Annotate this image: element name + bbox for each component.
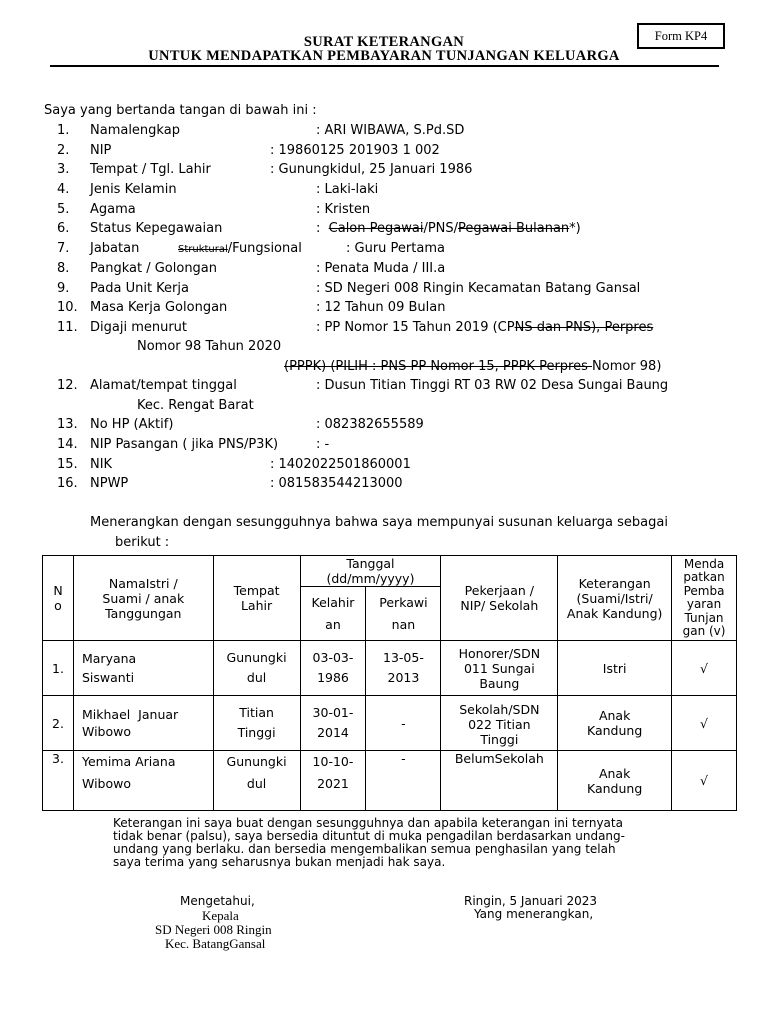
field-number: 1. xyxy=(57,123,70,138)
selected-option: /Fungsional xyxy=(227,241,302,256)
field-label: Masa Kerja Golongan xyxy=(90,300,228,315)
table-row xyxy=(43,696,737,751)
intro-text: Saya yang bertanda tangan di bawah ini : xyxy=(44,103,317,118)
field-label: NIK xyxy=(90,457,113,472)
struck-option: NS dan PNS), Perpres xyxy=(514,320,654,335)
field-number: 10. xyxy=(57,300,78,315)
row-status: Istri xyxy=(558,641,672,696)
field-value: : Gunungkidul, 25 Januari 1986 xyxy=(270,162,473,177)
row-marriage-date: 13-05- 2013 xyxy=(366,641,441,696)
header-status: Keterangan (Suami/Istri/ Anak Kandung) xyxy=(558,556,672,641)
sign-left-title: Kepala xyxy=(202,908,239,923)
field-value: : Dusun Titian Tinggi RT 03 RW 02 Desa Sungai Baung xyxy=(316,378,669,393)
closing-line: undang yang berlaku. dan bersedia mengembalikan semua penghasilan yang telah xyxy=(113,842,616,856)
field-number: 16. xyxy=(57,476,78,491)
field-number: 3. xyxy=(57,162,70,177)
field-number: 11. xyxy=(57,320,78,335)
field-value xyxy=(316,320,653,335)
field-number: 4. xyxy=(57,182,70,197)
field-label: Jenis Kelamin xyxy=(90,182,177,197)
sign-right-place-date: Ringin, 5 Januari 2023 xyxy=(464,894,597,908)
header-marriage-date: Perkawi nan xyxy=(366,587,441,641)
field-label: Status Kepegawaian xyxy=(90,221,223,236)
field-number: 15. xyxy=(57,457,78,472)
field-number: 2. xyxy=(57,143,70,158)
title-rule xyxy=(50,65,719,67)
field-label: Pangkat / Golongan xyxy=(90,261,218,276)
field-number: 13. xyxy=(57,417,78,432)
field-label: Pada Unit Kerja xyxy=(90,281,189,296)
form-code: Form KP4 xyxy=(654,29,708,43)
field-value-continued: Nomor 98 Tahun 2020 xyxy=(137,339,282,354)
selected-option: /PNS/ xyxy=(423,221,459,236)
row-birthplace: Gunungki dul xyxy=(213,641,300,696)
row-name: Yemima Ariana Wibowo xyxy=(73,751,213,811)
field-label: Tempat / Tgl. Lahir xyxy=(90,162,211,177)
row-job: BelumSekolah xyxy=(441,751,558,811)
field-value: : Guru Pertama xyxy=(346,241,445,256)
field-label: Namalengkap xyxy=(90,123,180,138)
struck-option: Struktural xyxy=(178,244,228,255)
field-value-continued: Kec. Rengat Barat xyxy=(137,398,254,413)
field-number: 7. xyxy=(57,241,70,256)
field-value xyxy=(316,221,581,236)
sign-right-title: Yang menerangkan, xyxy=(474,907,594,921)
field-value: : 081583544213000 xyxy=(270,476,403,491)
field-value: : Laki-laki xyxy=(316,182,379,197)
row-entitlement: √ xyxy=(672,751,737,811)
field-value: : 12 Tahun 09 Bulan xyxy=(316,300,446,315)
declaration-text-continued: berikut : xyxy=(115,535,170,550)
row-no: 2. xyxy=(43,696,74,751)
field-number: 8. xyxy=(57,261,70,276)
row-name: Mikhael Januar Wibowo xyxy=(73,696,213,751)
row-birth-date: 10-10- 2021 xyxy=(300,751,366,811)
doc-subtitle: UNTUK MENDAPATKAN PEMBAYARAN TUNJANGAN KELUARGA xyxy=(148,48,620,64)
row-birthplace: Titian Tinggi xyxy=(213,696,300,751)
field-number: 5. xyxy=(57,202,70,217)
header-job: Pekerjaan / NIP/ Sekolah xyxy=(441,556,558,641)
field-value: : Kristen xyxy=(316,202,371,217)
field-value: : 19860125 201903 1 002 xyxy=(270,143,440,158)
field-number: 12. xyxy=(57,378,78,393)
header-no: N o xyxy=(43,556,74,641)
row-birthplace: Gunungki dul xyxy=(213,751,300,811)
row-status: Anak Kandung xyxy=(558,696,672,751)
row-job: Honorer/SDN 011 Sungai Baung xyxy=(441,641,558,696)
field-number: 6. xyxy=(57,221,70,236)
header-name: NamaIstri / Suami / anak Tanggungan xyxy=(73,556,213,641)
sign-left-acknowledge: Mengetahui, xyxy=(180,894,255,908)
row-status: Anak Kandung xyxy=(558,751,672,811)
row-entitlement: √ xyxy=(672,641,737,696)
doc-title: SURAT KETERANGAN xyxy=(303,34,465,50)
field-value: : SD Negeri 008 Ringin Kecamatan Batang Gansal xyxy=(316,281,641,296)
field-label: NIP Pasangan ( jika PNS/P3K) xyxy=(90,437,279,452)
field-label: Agama xyxy=(90,202,136,217)
row-marriage-date: - xyxy=(366,751,441,811)
field-label: Alamat/tempat tinggal xyxy=(90,378,237,393)
field-label-options xyxy=(178,241,302,256)
family-table xyxy=(42,555,737,811)
row-birth-date: 30-01- 2014 xyxy=(300,696,366,751)
header-birthplace: Tempat Lahir xyxy=(213,556,300,641)
sign-left-school: SD Negeri 008 Ringin xyxy=(155,922,272,937)
struck-option: Calon Pegawai xyxy=(328,221,424,236)
row-job: Sekolah/SDN 022 Titian Tinggi xyxy=(441,696,558,751)
field-value-continued xyxy=(284,359,661,374)
field-label: No HP (Aktif) xyxy=(90,417,174,432)
field-label: Digaji menurut xyxy=(90,320,188,335)
salary-basis-tail: Nomor 98) xyxy=(592,359,662,374)
header-birth-date: Kelahir an xyxy=(300,587,366,641)
table-row xyxy=(43,751,737,811)
field-value: : 082382655589 xyxy=(316,417,424,432)
field-number: 9. xyxy=(57,281,70,296)
declaration-text: Menerangkan dengan sesungguhnya bahwa saya mempunyai susunan keluarga sebagai xyxy=(90,515,668,530)
field-value: : Penata Muda / III.a xyxy=(316,261,446,276)
row-no: 3. xyxy=(43,751,74,811)
table-row xyxy=(43,641,737,696)
salary-basis: : PP Nomor 15 Tahun 2019 (CP xyxy=(316,320,515,335)
closing-line: tidak benar (palsu), saya bersedia dituntut di muka pengadilan berdasarkan undang- xyxy=(113,829,625,843)
field-label: NIP xyxy=(90,143,112,158)
field-label: Jabatan xyxy=(90,241,140,256)
row-no: 1. xyxy=(43,641,74,696)
field-value: : ARI WIBAWA, S.Pd.SD xyxy=(316,123,465,138)
closing-line: saya terima yang seharusnya bukan menjadi hak saya. xyxy=(113,855,446,869)
row-birth-date: 03-03- 1986 xyxy=(300,641,366,696)
struck-option: Pegawai Bulanan xyxy=(458,221,570,236)
row-name: Maryana Siswanti xyxy=(73,641,213,696)
closing-line: Keterangan ini saya buat dengan sesungguhnya dan apabila keterangan ini ternyata xyxy=(113,816,623,830)
field-number: 14. xyxy=(57,437,78,452)
field-colon: : xyxy=(316,221,321,236)
field-value: : - xyxy=(316,437,330,452)
field-value: : 1402022501860001 xyxy=(270,457,411,472)
row-entitlement: √ xyxy=(672,696,737,751)
header-entitlement: Menda patkan Pemba yaran Tunjan gan (v) xyxy=(672,556,737,641)
row-marriage-date: - xyxy=(366,696,441,751)
footnote-mark: *) xyxy=(569,221,581,236)
sign-left-district: Kec. BatangGansal xyxy=(165,936,266,951)
struck-option: (PPPK) (PILIH : PNS PP Nomor 15, PPPK Perpres xyxy=(284,359,593,374)
header-date: Tanggal (dd/mm/yyyy) xyxy=(300,556,441,587)
field-label: NPWP xyxy=(90,476,129,491)
